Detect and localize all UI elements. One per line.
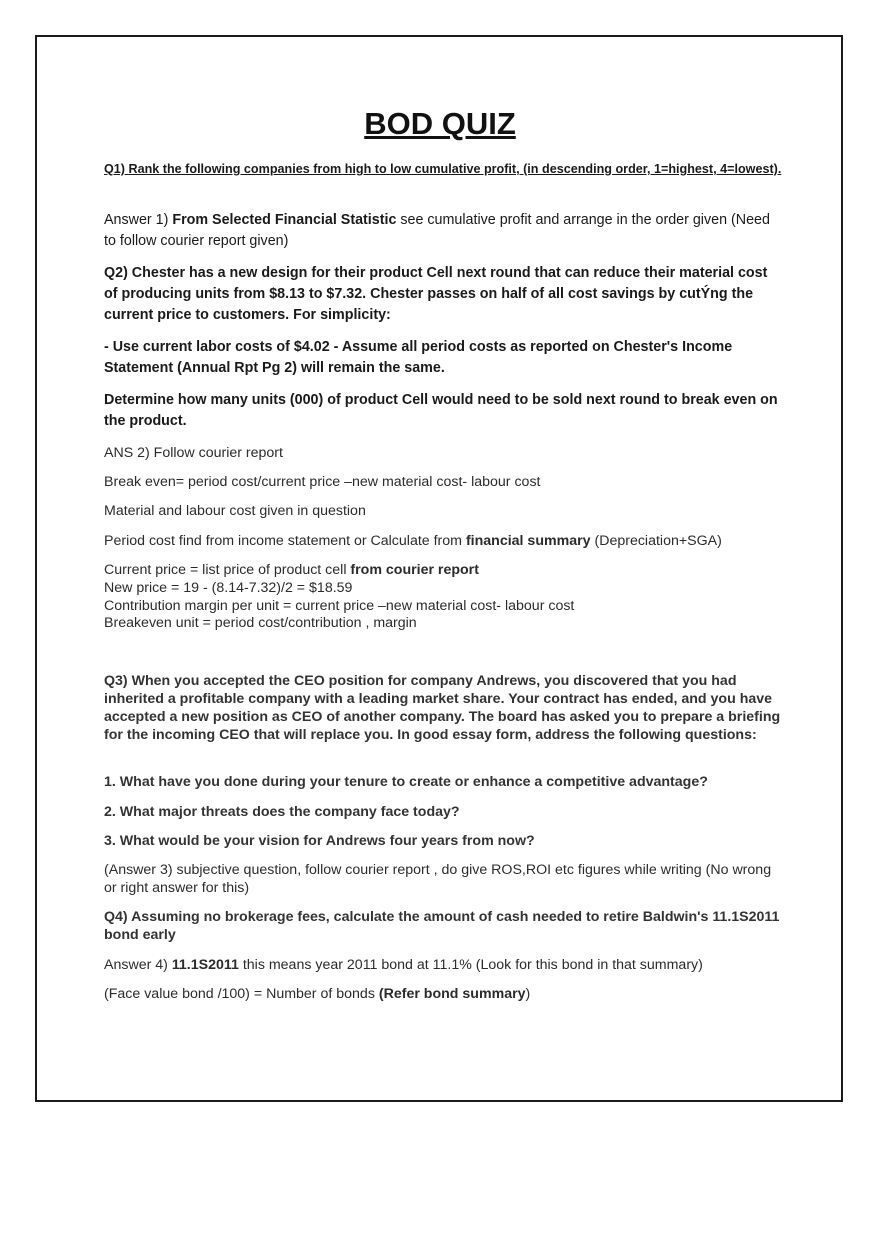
q2-ans-line4-prefix: Period cost find from income statement or Calculate from bbox=[104, 533, 466, 549]
q1-answer-rest: see cumulative profit and arrange in the order given (Need to follow courier report given) bbox=[104, 212, 770, 249]
q3-item3: 3. What would be your vision for Andrews four years from now? bbox=[104, 833, 535, 849]
q4-answer bbox=[104, 956, 784, 974]
q2-determine: Determine how many units (000) of product Cell would need to be sold next round to break even on the product. bbox=[104, 392, 778, 429]
q2-ans-line5-bold: from courier report bbox=[350, 562, 479, 578]
q2-ans-line6: New price = 19 - (8.14-7.32)/2 = $18.59 bbox=[104, 580, 353, 596]
q2-ans-line1: ANS 2) Follow courier report bbox=[104, 445, 283, 461]
q2-ans-line5 bbox=[104, 561, 784, 579]
q1-question: Q1) Rank the following companies from high to low cumulative profit, (in descending order, 1=highest, 4=lowest). bbox=[104, 162, 782, 176]
q4-line2-prefix: (Face value bond /100) = Number of bonds bbox=[104, 986, 379, 1002]
q3-item2: 2. What major threats does the company face today? bbox=[104, 804, 460, 820]
q2-ans-line3: Material and labour cost given in question bbox=[104, 503, 366, 519]
q4-answer-bold: 11.1S2011 bbox=[171, 957, 239, 973]
q4-answer-prefix: Answer 4) bbox=[104, 957, 172, 973]
q4-answer-rest: this means year 2011 bond at 11.1% (Look for this bond in that summary) bbox=[238, 957, 703, 973]
q2-ans-line4 bbox=[104, 532, 784, 550]
q4-line2 bbox=[104, 985, 784, 1003]
q1-answer bbox=[104, 210, 784, 252]
q2-assumptions: - Use current labor costs of $4.02 - Assume all period costs as reported on Chester's Income Statement (Annual Rpt Pg 2) will remain the same. bbox=[104, 339, 733, 376]
q4-line2-bold: (Refer bond summary bbox=[378, 986, 526, 1002]
q3-question: Q3) When you accepted the CEO position for company Andrews, you discovered that you had inherited a profitable company with a leading market share. Your contract has ended, and you have accepted a new position as CEO of another company. The board has asked you to prepare a briefing for the incoming CEO that will replace you. In good essay form, address the following questions: bbox=[104, 673, 781, 743]
q3-answer: (Answer 3) subjective question, follow courier report , do give ROS,ROI etc figures while writing (No wrong or right answer for this) bbox=[104, 862, 772, 896]
q2-ans-line4-bold: financial summary bbox=[465, 533, 591, 549]
q2-question: Q2) Chester has a new design for their product Cell next round that can reduce their material cost of producing units from $8.13 to $7.32. Chester passes on half of all cost savings by cutÝng the current price to customers. For simplicity: bbox=[104, 265, 768, 323]
q4-question: Q4) Assuming no brokerage fees, calculate the amount of cash needed to retire Baldwin's 11.1S2011 bond early bbox=[104, 909, 780, 943]
q4-line2-suffix: ) bbox=[525, 986, 531, 1002]
q2-ans-line5-prefix: Current price = list price of product cell bbox=[104, 562, 351, 578]
q2-ans-line2: Break even= period cost/current price –new material cost- labour cost bbox=[104, 474, 541, 490]
q1-answer-prefix: Answer 1) bbox=[104, 212, 173, 228]
q2-ans-line8: Breakeven unit = period cost/contribution , margin bbox=[104, 615, 417, 631]
page-title: BOD QUIZ bbox=[364, 106, 516, 141]
q3-item1: 1. What have you done during your tenure to create or enhance a competitive advantage? bbox=[104, 774, 708, 790]
q1-answer-bold: From Selected Financial Statistic bbox=[172, 212, 397, 228]
q2-ans-line7: Contribution margin per unit = current price –new material cost- labour cost bbox=[104, 598, 575, 614]
q2-ans-line4-rest: (Depreciation+SGA) bbox=[590, 533, 722, 549]
